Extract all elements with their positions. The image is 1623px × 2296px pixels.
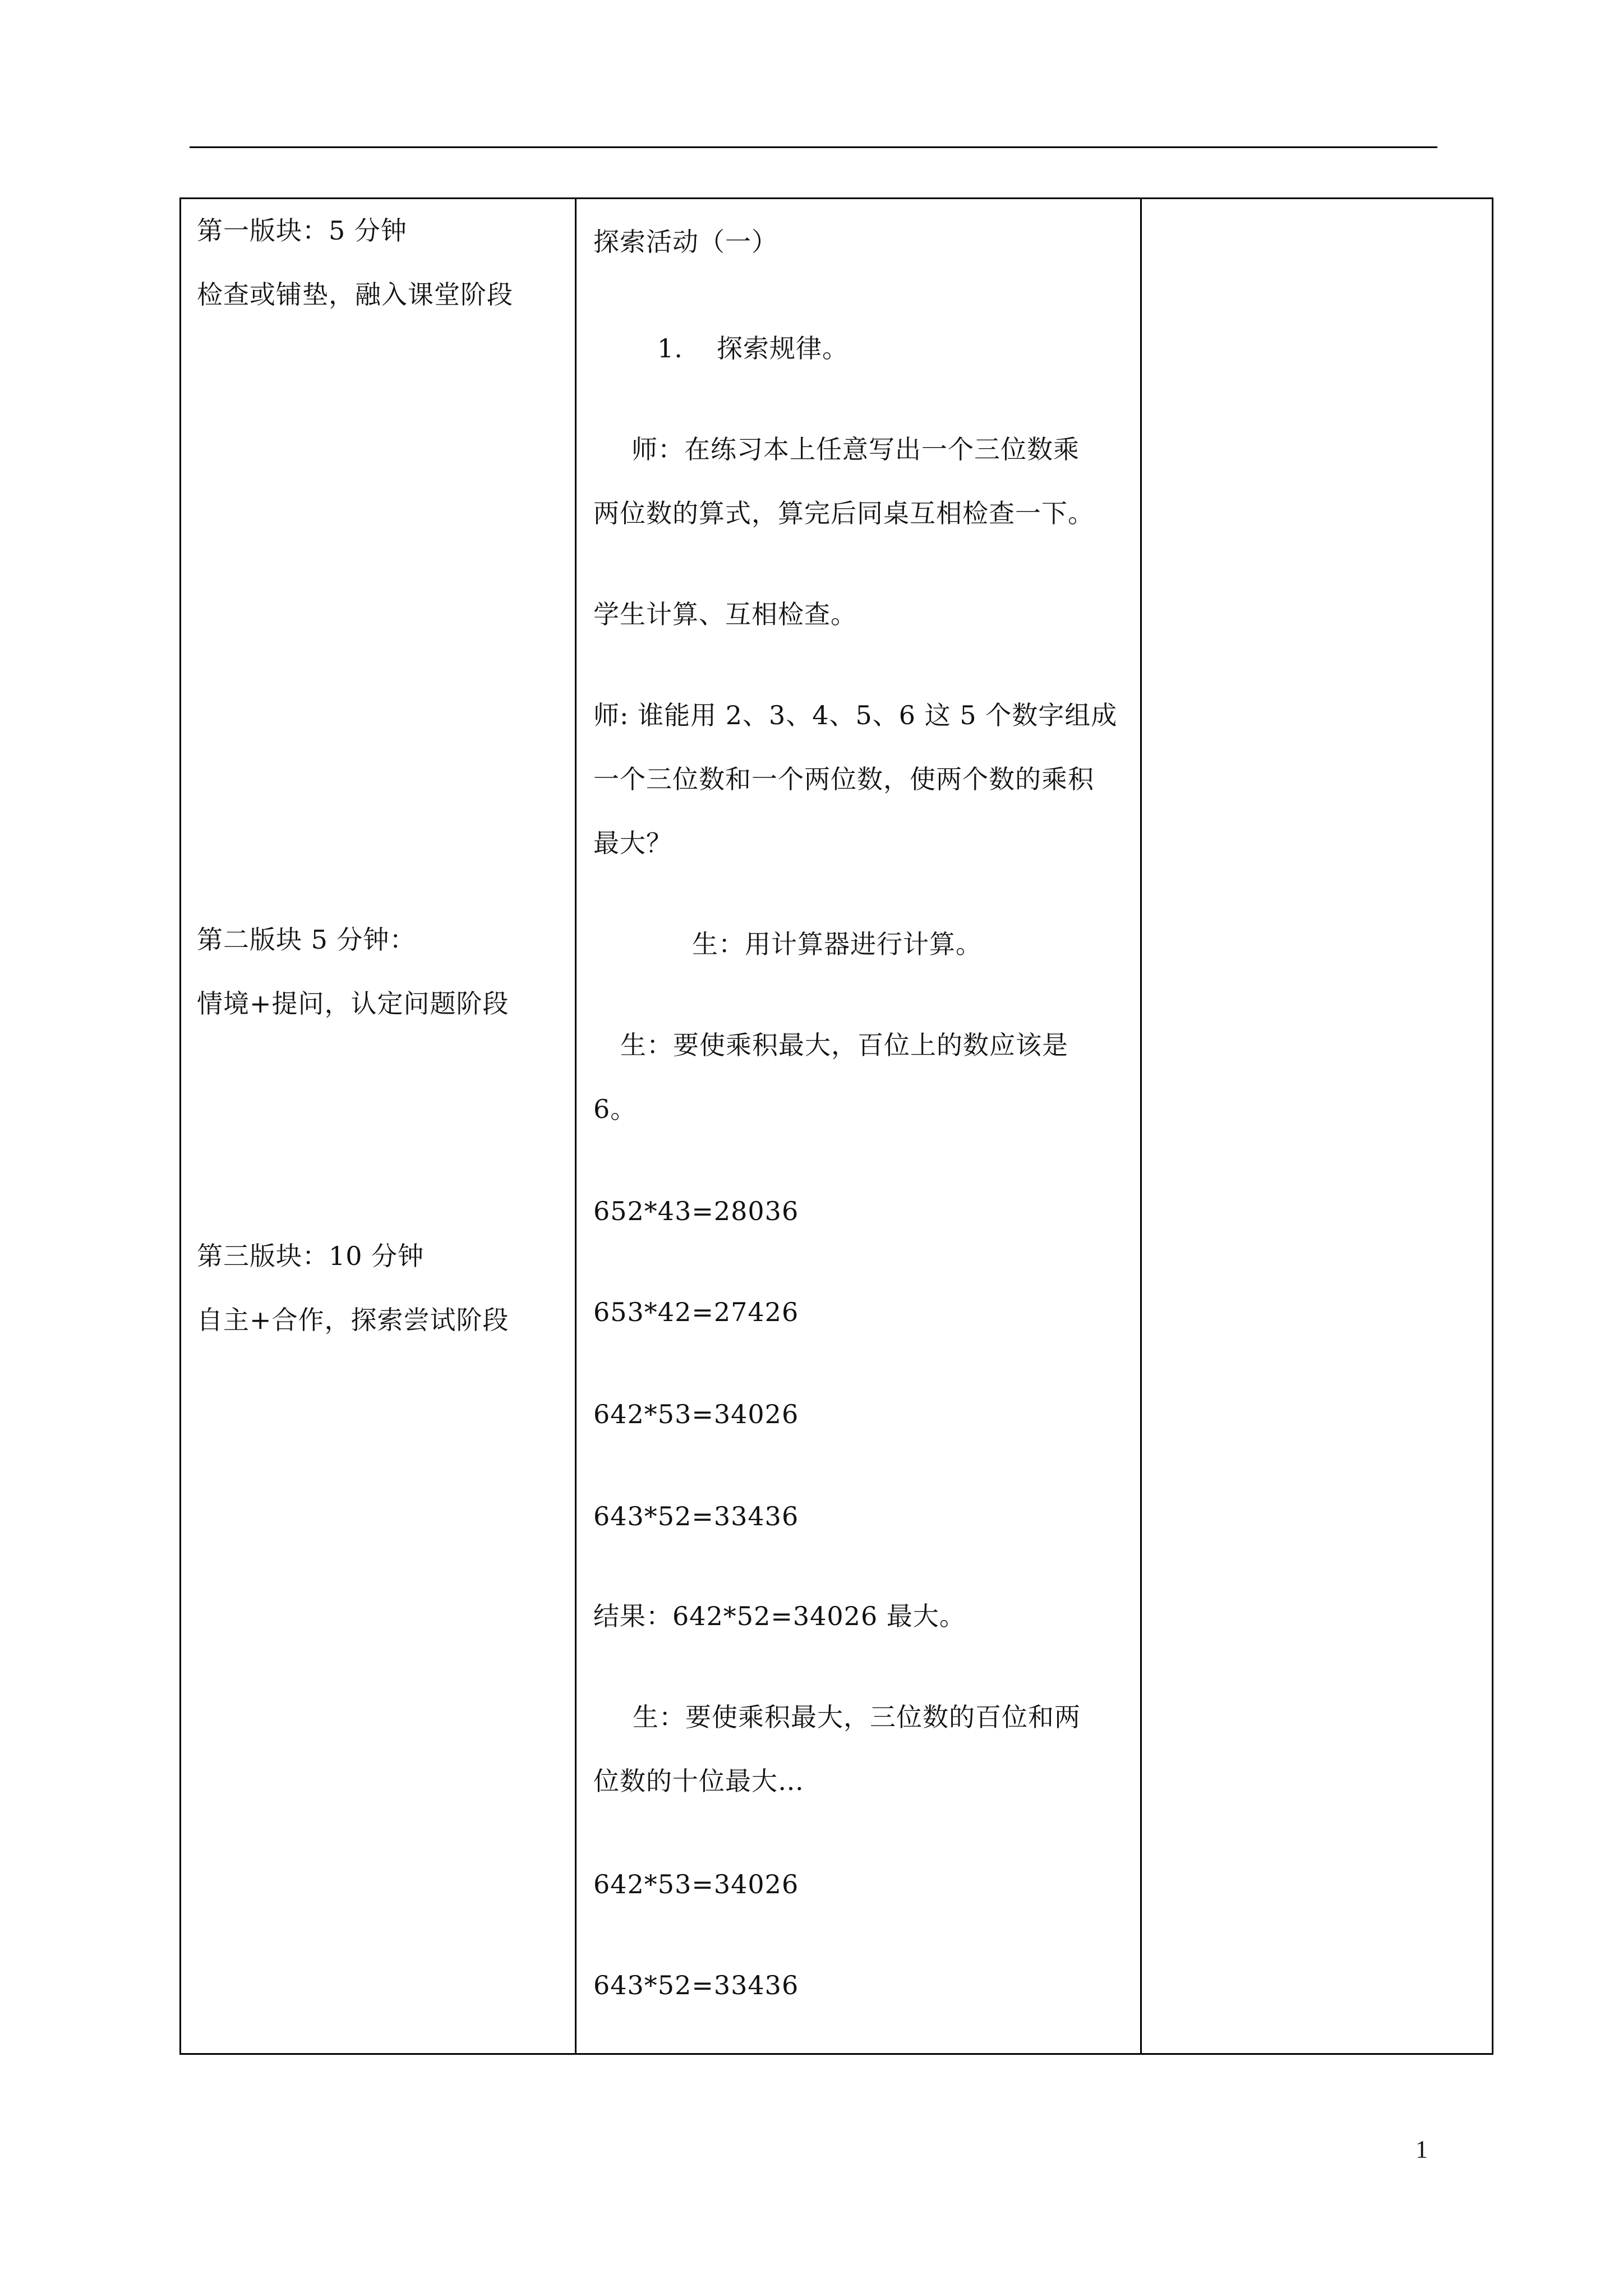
student-hundreds-line2: 6。 <box>593 1094 637 1124</box>
teacher-instruction-line1: 师：在练习本上任意写出一个三位数乘 <box>631 434 1080 464</box>
equation-6: 643*52=33436 <box>593 1970 799 2000</box>
stage-column-cell <box>181 199 576 2054</box>
block1-title: 第一版块：5 分钟 <box>197 215 407 246</box>
equation-1: 652*43=28036 <box>593 1196 799 1226</box>
block3-title: 第三版块：10 分钟 <box>197 1241 425 1271</box>
students-check: 学生计算、互相检查。 <box>593 599 857 629</box>
student-max-line1: 生：要使乘积最大，三位数的百位和两 <box>633 1702 1081 1732</box>
block1-description: 检查或铺垫，融入课堂阶段 <box>197 279 513 310</box>
item-label: 探索规律。 <box>717 333 849 364</box>
activity-column-cell <box>576 199 1141 2054</box>
table-row <box>181 199 1493 2054</box>
equation-2: 653*42=27426 <box>593 1297 799 1327</box>
page-number: 1 <box>1415 2136 1428 2163</box>
lesson-plan-table <box>179 197 1493 2055</box>
student-hundreds-line1: 生：要使乘积最大，百位上的数应该是 <box>620 1030 1068 1060</box>
block2-title: 第二版块 5 分钟： <box>197 924 416 955</box>
equation-4: 643*52=33436 <box>593 1501 799 1531</box>
equation-3: 642*53=34026 <box>593 1399 799 1429</box>
student-calculator: 生：用计算器进行计算。 <box>692 929 982 959</box>
student-max-line2: 位数的十位最大… <box>593 1766 804 1796</box>
result-line: 结果：642*52=34026 最大。 <box>593 1601 966 1631</box>
item-number: 1. <box>657 333 683 364</box>
notes-column-cell <box>1141 199 1493 2054</box>
block3-description: 自主+合作，探索尝试阶段 <box>197 1305 509 1335</box>
activity-title: 探索活动（一） <box>593 227 778 257</box>
teacher-question-line2: 一个三位数和一个两位数，使两个数的乘积 <box>593 764 1094 794</box>
teacher-instruction-line2: 两位数的算式，算完后同桌互相检查一下。 <box>593 498 1094 528</box>
equation-5: 642*53=34026 <box>593 1869 799 1899</box>
teacher-question-line3: 最大？ <box>593 828 672 858</box>
teacher-question-line1: 师: 谁能用 2、3、4、5、6 这 5 个数字组成 <box>593 700 1118 730</box>
block2-description: 情境+提问，认定问题阶段 <box>197 988 509 1019</box>
header-rule <box>190 146 1437 148</box>
